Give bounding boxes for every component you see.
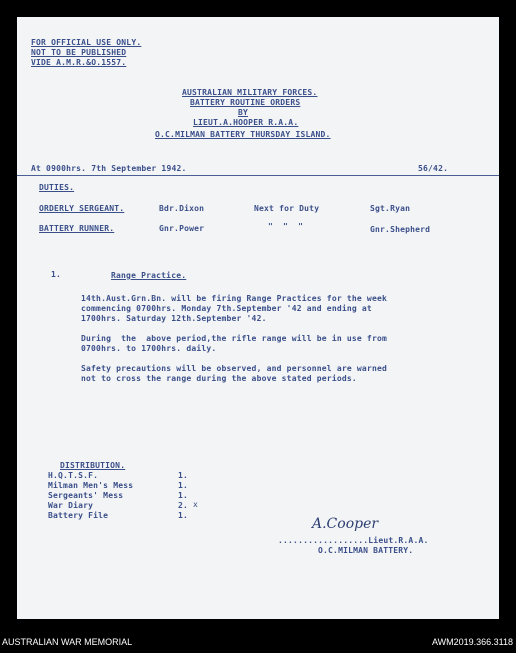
footer-accession-number: AWM2019.366.3118 bbox=[431, 637, 513, 647]
battery-runner-label: BATTERY RUNNER. bbox=[39, 224, 115, 233]
title-line-1: AUSTRALIAN MILITARY FORCES. bbox=[182, 88, 318, 97]
distribution-item-name: H.Q.T.S.F. bbox=[48, 471, 99, 480]
title-line-5: O.C.MILMAN BATTERY THURSDAY ISLAND. bbox=[155, 130, 331, 139]
restriction-line-3: VIDE A.M.R.&O.1557. bbox=[31, 58, 127, 67]
title-line-4: LIEUT.A.HOOPER R.A.A. bbox=[193, 118, 299, 127]
section-number: 1. bbox=[51, 270, 62, 279]
battery-runner-next: Gnr.Shepherd bbox=[370, 225, 431, 234]
handwritten-signature: A.Cooper bbox=[312, 516, 379, 532]
para2-line-1: During the above period,the rifle range will be in use from bbox=[81, 334, 388, 343]
header-rule bbox=[17, 175, 499, 176]
distribution-item-name: Sergeants' Mess bbox=[48, 491, 124, 500]
distribution-heading: DISTRIBUTION. bbox=[60, 461, 126, 470]
title-line-3: BY bbox=[238, 108, 249, 117]
order-date: At 0900hrs. 7th September 1942. bbox=[31, 164, 187, 173]
footer-collection: AUSTRALIAN WAR MEMORIAL bbox=[2, 637, 133, 647]
restriction-line-2: NOT TO BE PUBLISHED bbox=[31, 48, 127, 57]
distribution-item-name: Battery File bbox=[48, 511, 109, 520]
distribution-item-name: War Diary bbox=[48, 501, 94, 510]
distribution-item-count: 1. bbox=[178, 481, 189, 490]
signature-office: O.C.MILMAN BATTERY. bbox=[318, 546, 414, 555]
para2-line-2: 0700hrs. to 1700hrs. daily. bbox=[81, 344, 217, 353]
para1-line-1: 14th.Aust.Grn.Bn. will be firing Range Practices for the week bbox=[81, 294, 388, 303]
title-line-2: BATTERY ROUTINE ORDERS bbox=[190, 98, 301, 107]
para3-line-1: Safety precautions will be observed, and personnel are warned bbox=[81, 364, 388, 373]
para3-line-2: not to cross the range during the above stated periods. bbox=[81, 374, 357, 383]
signature-rank: ..................Lieut.R.A.A. bbox=[278, 536, 429, 545]
orderly-sergeant-next: Sgt.Ryan bbox=[370, 204, 411, 213]
section-title: Range Practice. bbox=[111, 271, 187, 280]
battery-runner-value: Gnr.Power bbox=[159, 224, 205, 233]
order-number: 56/42. bbox=[418, 164, 449, 173]
distribution-item-count: 1. bbox=[178, 471, 189, 480]
para1-line-3: 1700hrs. Saturday 12th.September '42. bbox=[81, 314, 267, 323]
duties-heading: DUTIES. bbox=[39, 183, 75, 192]
handwritten-mark: x bbox=[193, 500, 199, 509]
distribution-item-count: 2. bbox=[178, 501, 189, 510]
ditto-marks: " " " bbox=[268, 222, 304, 231]
distribution-item-count: 1. bbox=[178, 511, 189, 520]
orderly-sergeant-value: Bdr.Dixon bbox=[159, 204, 205, 213]
restriction-line-1: FOR OFFICIAL USE ONLY. bbox=[31, 38, 142, 47]
orderly-sergeant-label: ORDERLY SERGEANT. bbox=[39, 204, 125, 213]
distribution-item-name: Milman Men's Mess bbox=[48, 481, 134, 490]
next-for-duty-label: Next for Duty bbox=[254, 204, 320, 213]
para1-line-2: commencing 0700hrs. Monday 7th.September '42 and ending at bbox=[81, 304, 372, 313]
distribution-item-count: 1. bbox=[178, 491, 189, 500]
